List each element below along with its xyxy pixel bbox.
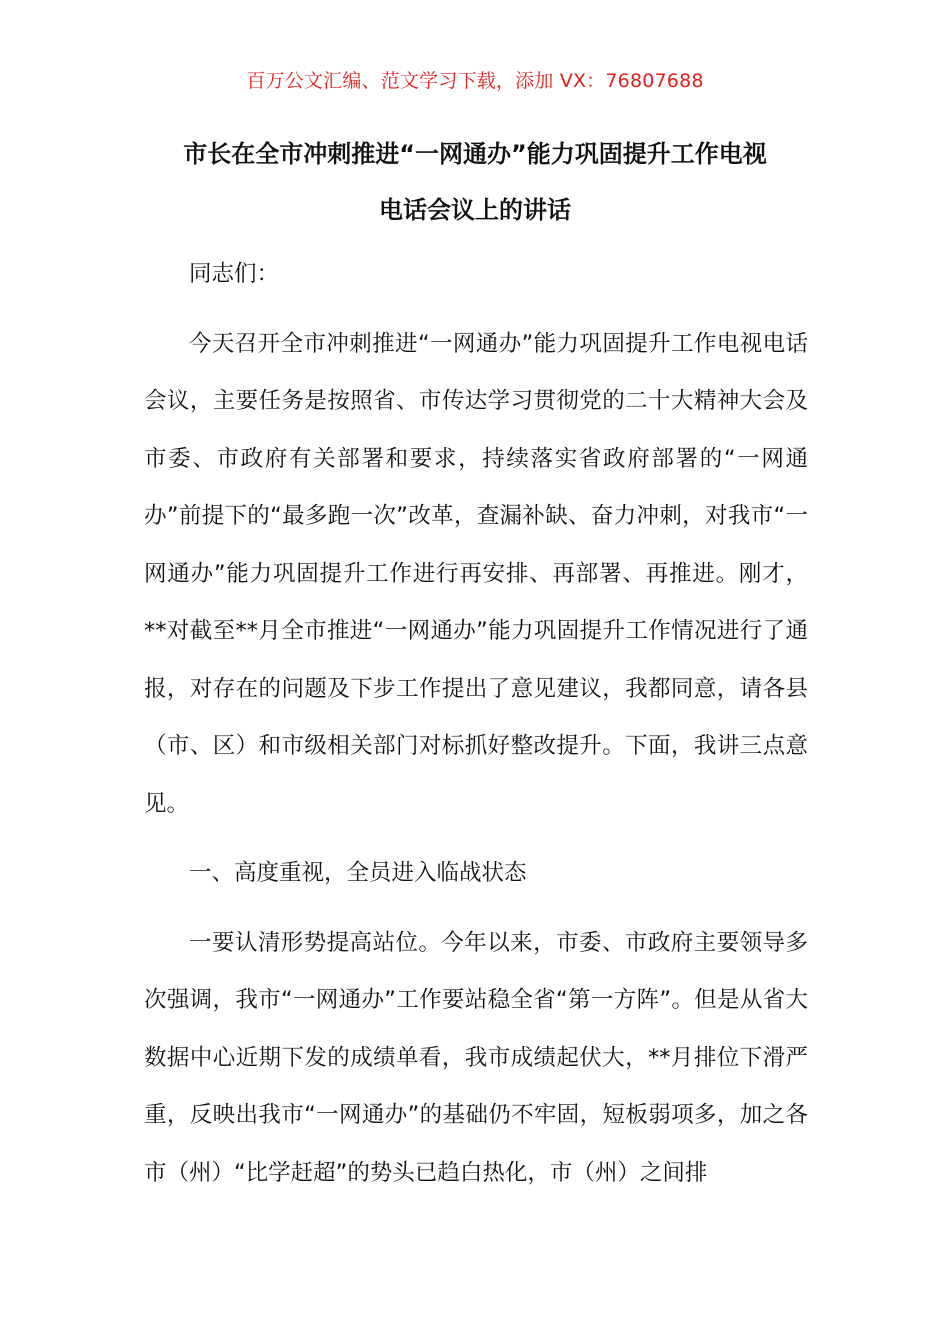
document-body	[144, 246, 808, 1202]
title-line-1: 市长在全市冲刺推进“一网通办”能力巩固提升工作电视	[183, 140, 767, 168]
document-title	[120, 126, 830, 238]
title-line-2: 电话会议上的讲话	[379, 196, 571, 224]
section-heading: 一、高度重视，全员进入临战状态	[189, 860, 527, 886]
intro-paragraph: 今天召开全市冲刺推进“一网通办”能力巩固提升工作电视电话会议，主要任务是按照省、市传达学习贯彻党的二十大精神大会及市委、市政府有关部署和要求，持续落实省政府部署的“一网通办”前提下的“最多跑一次”改革，查漏补缺、奋力冲刺，对我市“一网通办”能力巩固提升工作进行再安排、再部署、再推进。刚才，**对截至**月全市推进“一网通办”能力巩固提升工作情况进行了通报，对存在的问题及下步工作提出了意见建议，我都同意，请各县（市、区）和市级相关部门对标抓好整改提升。下面，我讲三点意见。	[144, 330, 808, 817]
section-body-paragraph: 一要认清形势提高站位。今年以来，市委、市政府主要领导多次强调，我市“一网通办”工作要站稳全省“第一方阵”。但是从省大数据中心近期下发的成绩单看，我市成绩起伏大，**月排位下滑严重，反映出我市“一网通办”的基础仍不牢固，短板弱项多，加之各市（州）“比学赶超”的势头已趋白热化，市（州）之间排	[144, 929, 808, 1186]
salutation-paragraph: 同志们：	[189, 261, 280, 287]
header-promo-note: 百万公文汇编、范文学习下载，添加 VX：76807688	[246, 70, 704, 92]
